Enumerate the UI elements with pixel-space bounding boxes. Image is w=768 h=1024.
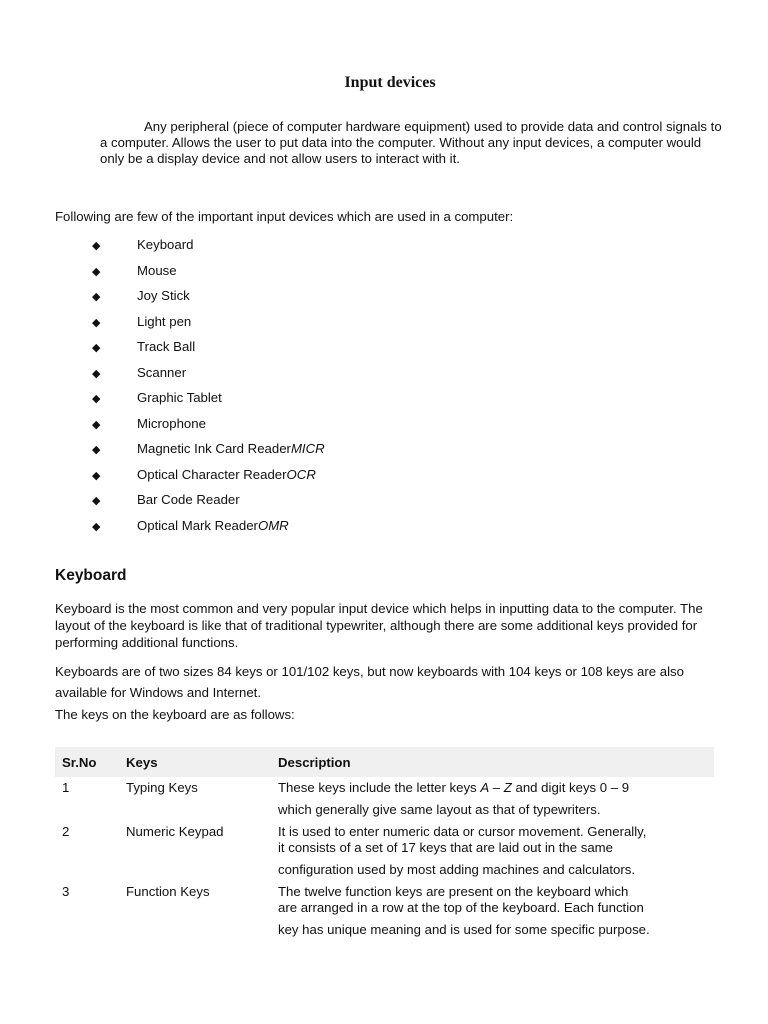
device-name: Joy Stick [137, 288, 190, 303]
diamond-bullet-icon: ◆ [92, 495, 101, 507]
desc-line: The twelve function keys are present on the keyboard which [278, 884, 629, 899]
cell-srno: 1 [62, 780, 70, 795]
desc-text: and digit keys 0 – 9 [511, 780, 630, 795]
cell-srno: 3 [62, 884, 70, 899]
diamond-bullet-icon: ◆ [92, 520, 101, 533]
diamond-bullet-icon: ◆ [92, 469, 101, 482]
cell-description [278, 884, 714, 938]
table-row [55, 777, 714, 821]
desc-line: key has unique meaning and is used for some specific purpose. [278, 922, 650, 937]
device-abbreviation: OMR [257, 517, 289, 533]
device-name: Microphone [137, 415, 206, 431]
keyboard-section-heading: Keyboard [55, 567, 127, 584]
device-name: Bar Code Reader [137, 492, 240, 507]
device-name: Optical Character Reader [137, 466, 287, 482]
device-abbreviation: MICR [290, 441, 325, 456]
diamond-bullet-icon: ◆ [92, 291, 101, 303]
cell-description [278, 780, 714, 818]
device-name: Magnetic Ink Card Reader [137, 441, 291, 456]
diamond-bullet-icon: ◆ [92, 316, 101, 329]
header-srno: Sr.No [62, 755, 97, 770]
header-description: Description [278, 755, 351, 770]
desc-text: – [489, 780, 504, 795]
intro-paragraph: Any peripheral (piece of computer hardware equipment) used to provide data and control signals to a computer. Allows the user to put data into the computer. Without any input devices, a computer would only be a display device and not allow users to interact with it. [100, 119, 722, 166]
desc-line: are arranged in a row at the top of the keyboard. Each function [278, 900, 644, 915]
device-name: Optical Mark Reader [137, 517, 258, 533]
desc-italic: A [480, 780, 490, 795]
keyboard-paragraph: Keyboard is the most common and very popular input device which helps in inputting data to the computer. The layout of the keyboard is like that of traditional typewriter, although there are some additional keys provided for performing additional functions. [55, 601, 703, 650]
cell-keys: Numeric Keypad [126, 824, 224, 839]
diamond-bullet-icon: ◆ [92, 342, 101, 354]
device-name: Keyboard [137, 237, 194, 252]
diamond-bullet-icon: ◆ [92, 393, 101, 405]
diamond-bullet-icon: ◆ [92, 367, 101, 380]
desc-line: configuration used by most adding machines and calculators. [278, 862, 636, 877]
device-name: Light pen [137, 313, 192, 329]
device-name: Track Ball [137, 339, 196, 354]
device-name: Graphic Tablet [137, 390, 222, 405]
table-header-row [55, 747, 714, 777]
desc-line: which generally give same layout as that of typewriters. [278, 802, 601, 817]
table-row [55, 881, 714, 941]
cell-keys: Function Keys [126, 884, 210, 899]
desc-italic: Z [503, 780, 512, 795]
diamond-bullet-icon: ◆ [92, 240, 101, 252]
header-keys: Keys [126, 755, 158, 770]
diamond-bullet-icon: ◆ [92, 444, 101, 456]
desc-line: It is used to enter numeric data or cursor movement. Generally, [278, 824, 647, 839]
device-name: Mouse [137, 262, 177, 278]
page-title: Input devices [344, 74, 436, 91]
keys-intro-text: The keys on the keyboard are as follows: [55, 707, 295, 722]
desc-line: it consists of a set of 17 keys that are laid out in the same [278, 840, 613, 855]
cell-keys: Typing Keys [126, 780, 198, 795]
cell-srno: 2 [62, 824, 70, 839]
keyboard-sizes-paragraph: Keyboards are of two sizes 84 keys or 101/102 keys, but now keyboards with 104 keys or 108 keys are also available for Windows and Internet. [55, 664, 684, 700]
diamond-bullet-icon: ◆ [92, 418, 101, 431]
desc-text: These keys include the letter keys [278, 780, 481, 795]
device-abbreviation: OCR [286, 466, 316, 482]
list-intro-text: Following are few of the important input devices which are used in a computer: [55, 209, 514, 224]
keys-table [55, 747, 714, 941]
table-row [55, 821, 714, 881]
device-name: Scanner [137, 364, 187, 380]
cell-description [278, 824, 714, 878]
diamond-bullet-icon: ◆ [92, 265, 101, 278]
